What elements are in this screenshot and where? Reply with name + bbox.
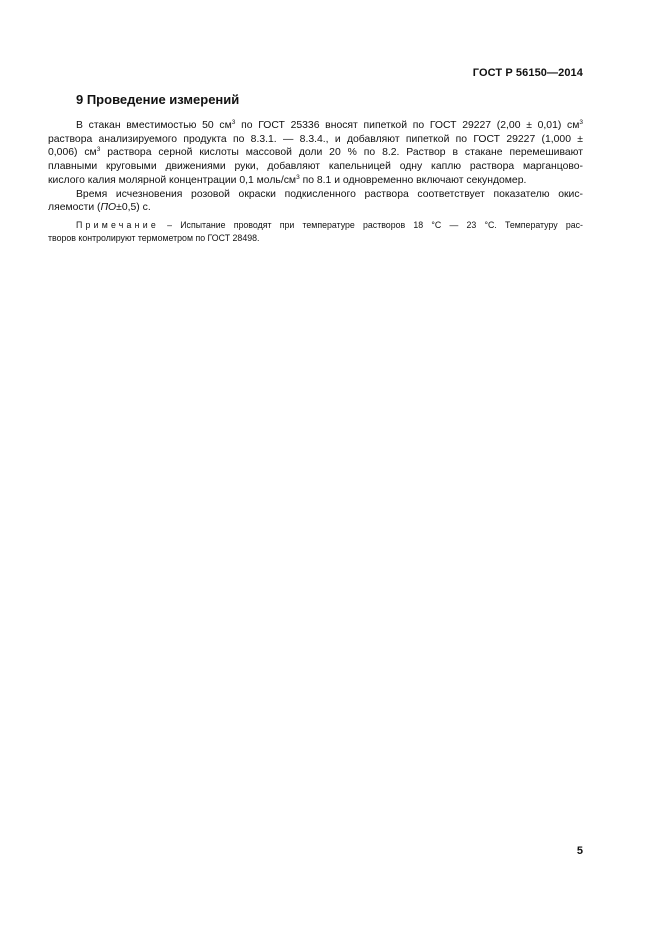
text-fragment: В стакан вместимостью 50 см bbox=[76, 120, 232, 131]
paragraph-line bbox=[48, 146, 583, 160]
body-text bbox=[48, 119, 583, 215]
paragraph-line bbox=[76, 188, 583, 202]
superscript: 3 bbox=[296, 173, 300, 181]
text-fragment: Время исчезновения розовой окраски подкисленного раствора соответствует показателю окис- bbox=[76, 188, 583, 200]
text-fragment: ±0,5) с. bbox=[116, 202, 151, 214]
note-line bbox=[48, 232, 583, 245]
text-fragment: 0,006) см bbox=[48, 147, 97, 159]
paragraph-line bbox=[48, 174, 583, 188]
standard-code: ГОСТ Р 56150—2014 bbox=[472, 67, 583, 79]
note-line bbox=[76, 219, 583, 232]
text-fragment: по ГОСТ 25336 вносят пипеткой по ГОСТ 29227 (2,00 ± 0,01) см bbox=[235, 120, 580, 131]
paragraph-line bbox=[48, 160, 583, 174]
paragraph-procedure bbox=[48, 119, 583, 188]
italic-symbol: ПО bbox=[100, 202, 117, 214]
note-text: творов контролируют термометром по ГОСТ 28498. bbox=[48, 232, 260, 243]
page-number: 5 bbox=[576, 845, 583, 857]
text-fragment: по 8.1 и одновременно включают секундомер. bbox=[299, 174, 527, 186]
note-label: Примечание bbox=[76, 220, 159, 230]
superscript: 3 bbox=[96, 146, 101, 154]
superscript: 3 bbox=[579, 119, 583, 126]
text-fragment: кислого калия молярной концентрации 0,1 моль/см bbox=[48, 174, 297, 186]
superscript: 3 bbox=[231, 119, 236, 126]
text-fragment: плавными круговыми движениями руки, добавляют капельницей одну каплю раствора марганцово- bbox=[48, 161, 583, 173]
text-fragment: раствора серной кислоты массовой доли 20 % по 8.2. Раствор в стакане перемешивают bbox=[100, 147, 583, 159]
paragraph-line bbox=[76, 119, 583, 133]
section-title: 9 Проведение измерений bbox=[76, 92, 240, 107]
text-fragment: раствора анализируемого продукта по 8.3.1. — 8.3.4., и добавляют пипеткой по ГОСТ 29227 (1,000 ± bbox=[48, 133, 583, 145]
note-text: – Испытание проводят при температуре растворов 18 °С — 23 °С. Температуру рас- bbox=[158, 220, 583, 230]
text-fragment: ляемости ( bbox=[48, 202, 101, 214]
paragraph-line bbox=[48, 133, 583, 147]
note bbox=[48, 219, 583, 245]
paragraph-result bbox=[48, 188, 583, 215]
paragraph-line bbox=[48, 201, 583, 215]
